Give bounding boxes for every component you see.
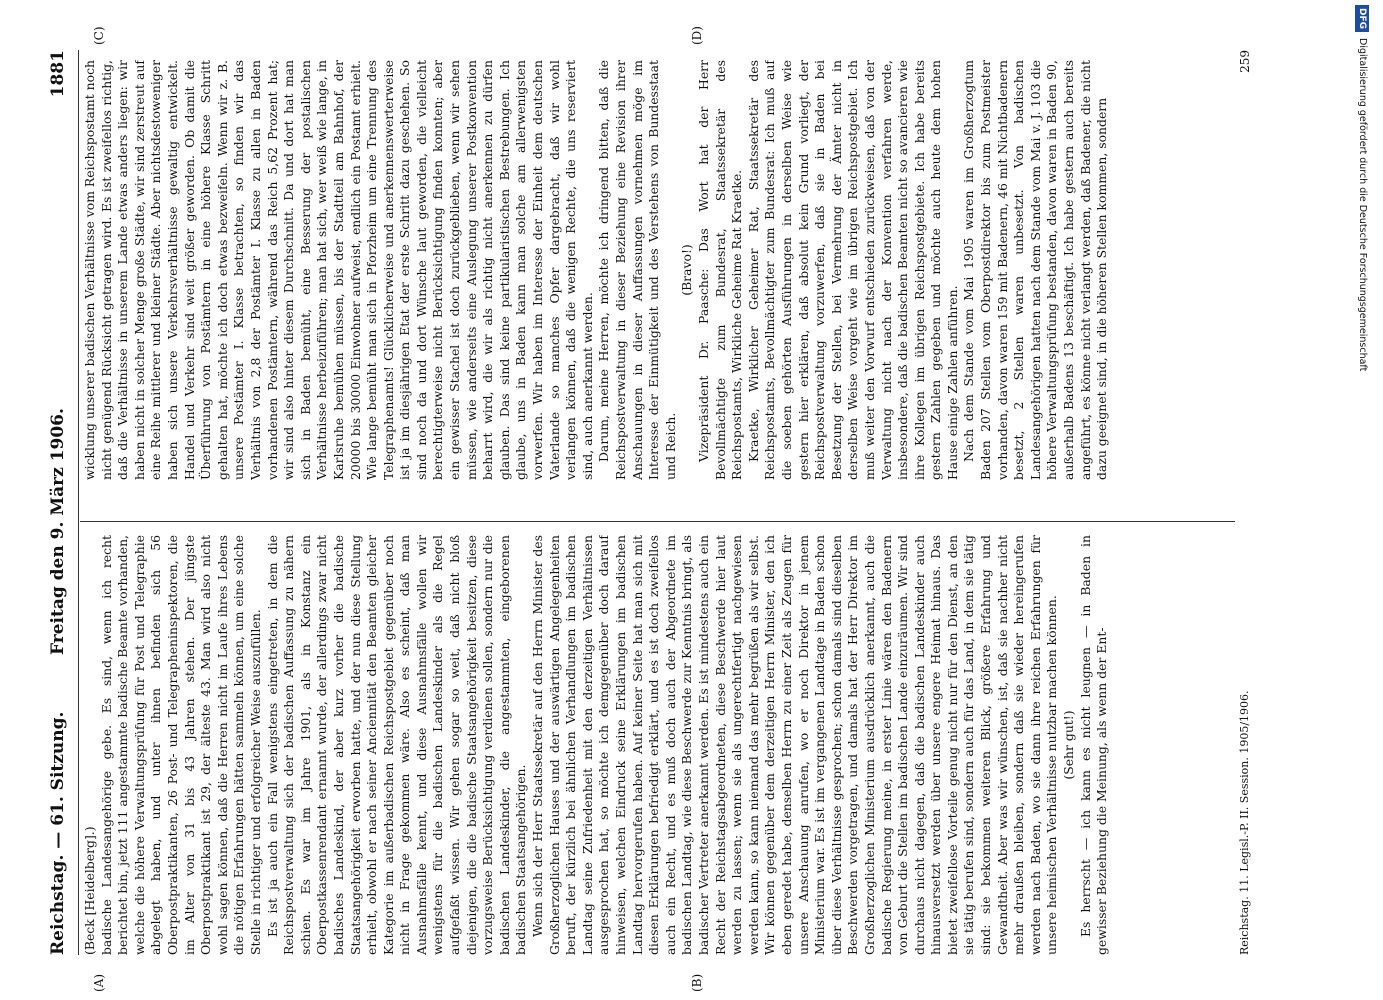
page-header	[48, 50, 76, 955]
paragraph: Kraetke, Wirklicher Geheimer Rat, Staatssekretär des Reichspostamts, Bevollmächtigter zum Bundesrat: Ich muß auf die soeben gehörten Ausführungen in derselben Weise wie gestern hier erklären, daß absolut kein Grund vorliegt, der Reichspostverwaltung vorzuwerfen, daß sie in Baden bei Besetzung der Stellen, bei Vermehrung der Ämter nicht in derselben Weise vorgeht wie im übrigen Reichspostgebiet. Ich muß weiter den Vorwurf entschieden zurückweisen, daß von der Verwaltung nicht nach der Konvention verfahren werde, insbesondere, daß die badischen Beamten nicht so avancieren wie ihre Kollegen im übrigen Reichspostgebiete. Ich habe bereits gestern Zahlen gegeben und möchte auch heute dem hohen Hause einige Zahlen anführen.	[745, 60, 960, 480]
side-note	[1348, 5, 1378, 995]
side-note-text-wrap	[1342, 5, 1372, 995]
header-date: Freitag den 9. März 1906.	[48, 408, 68, 655]
header-page-number: 1881	[48, 50, 68, 98]
paragraph: Es herrscht — ich kann es nicht leugnen — in Baden in gewisser Beziehung die Meinung, als wenn der Ent-	[1077, 535, 1110, 955]
side-note-text: Digitalisierung gefördert durch die Deutsche Forschungsgemeinschaft	[1357, 38, 1368, 372]
header-rule	[78, 50, 79, 955]
interjection: (Sehr gut!)	[1061, 710, 1077, 780]
paragraph: Es ist ja auch ein Fall wenigstens eingetreten, in dem die Reichspostverwaltung sich der badischen Auffassung zu nähern schien. Es war im Jahre 1901, als in Konstanz ein Oberpostkassenrendant ernannt wurde, der allerdings zwar nicht badisches Landeskind, der aber kurz vorher die badische Staatsangehörigkeit erworben hatte, und der nun diese Stellung erhielt, obwohl er nach seiner Anciennität den Beamten gleicher Kategorie im außerbadischen Reichspostgebiet gegenüber noch nicht in Frage gekommen wäre. Also es scheint, daß man Ausnahmsfälle kennt, und diese Ausnahmsfälle wollen wir wenigstens für die badischen Landeskinder als die Regel aufgefaßt wissen. Wir gehen sogar so weit, daß nicht bloß diejenigen, die die badische Staatsangehörigkeit besitzen, diese vorzugsweise Berücksichtigung verdienen sollen, sondern nur die badischen Landeskinder, die angestammten, eingeborenen badischen Staatsangehörigen.	[264, 535, 529, 955]
paragraph: Wenn sich der Herr Staatssekretär auf den Herrn Minister des Großherzoglichen Hauses und der auswärtigen Angelegenheiten beruft, der kürzlich bei ähnlichen Verhandlungen im badischen Landtag seine Zufriedenheit mit den derzeitigen Verhältnissen ausgesprochen hat, so möchte ich demgegenüber doch darauf hinweisen, welchen Eindruck seine Erklärungen im badischen Landtag hervorgerufen haben. Auf keiner Seite hat man sich mit diesen Erklärungen befriedigt erklärt, und es ist doch zweifellos auch ein Recht, und es muß doch auch der Abgeordnete im badischen Landtag, wie diese Beschwerde zur Kenntnis bringt, als badischer Vertreter anerkannt werden. Es ist mindestens auch ein Recht der Reichstagsabgeordneten, diese Beschwerde hier laut werden zu lassen; wenn sie als ungerechtfertigt nachgewiesen werden kann, so kann niemand das mehr begrüßen als wir selbst. Wir können gegenüber dem derzeitigen Herrn Minister, den ich eben geredet habe, denselben Herrn zu einer Zeit als Zeugen für unsere Anschauung anrufen, wo er noch Direktor in jenem Ministerium war. Es ist im vergangenen Landtage in Baden schon über diese Verhältnisse gesprochen; schon damals sind dieselben Beschwerden vorgetragen, und damals hat der Herr Direktor im Großherzoglichen Ministerium ausdrücklich anerkannt, auch die badische Regierung meine, in erster Linie wären den Badenern von Geburt die Stellen im badischen Lande einzuräumen. Wir sind durchaus nicht dagegen, daß die badischen Landeskinder auch hinausversetzt werden über unsere engere Heimat hinaus. Das bietet zweifellose Vorteile genug nicht nur für den Dienst, an den sie tätig berufen sind, sondern auch für das Land, in dem sie tätig sind: sie bekommen weiteren Blick, größere Erfahrung und Gewandtheit. Aber was wir wünschen, ist, daß sie nachher nicht mehr draußen bleiben, sondern daß sie wieder hereingerufen werden nach Baden, wo sie dann ihre reichen Erfahrungen für unsere heimischen Verhältnisse nutzbar machen können.	[530, 535, 1060, 955]
footer-page-number: 259	[1238, 50, 1252, 73]
paragraph: Darum, meine Herren, möchte ich dringend bitten, daß die Reichspostverwaltung in dieser Beziehung eine Revision ihrer Anschauungen in dieser Auffassungen vornehmen möge im Interesse der Einmütigkeit und des Verstehens von Bundesstaat und Reich.	[596, 60, 678, 480]
paragraph: (Beck [Heidelberg].)	[82, 826, 97, 955]
right-column	[82, 60, 1242, 480]
header-session: Reichstag. — 61. Sitzung.	[48, 711, 68, 955]
margin-mark-c: (C)	[92, 26, 106, 45]
paragraph: wicklung unserer badischen Verhältnisse vom Reichspostamt noch nicht genügend Rücksicht getragen wird. Es ist zweifellos richtig, daß die Verhältnisse in unserem Lande etwas anders liegen: wir haben nicht in solcher Menge große Städte, wir sind zerstreut auf eine Reihe mittlerer und kleiner Städte. Aber nichtsdestoweniger haben sich unsere Verkehrsverhältnisse gewaltig entwickelt. Handel und Verkehr sind weit größer geworden. Ob damit die Überführung von Postämtern in eine höhere Klasse Schritt gehalten hat, möchte ich doch etwas bezweifeln. Wenn wir z. B. unsere Postämter I. Klasse betrachten, so finden wir das Verhältnis von 2,8 der Postämter I. Klasse zu allen in Baden vorhandenen Postämtern, während das Reich 5,62 Prozent hat; wir sind also hinter diesem Durchschnitt. Da und dort hat man sich in Baden bemüht, eine Besserung der postalischen Verhältnisse herbeizuführen; man hat sich, wer weiß wie lange, in Karlsruhe bemühen müssen, bis der Stadtteil am Bahnhof, der 20000 bis 30000 Einwohner aufweist, endlich ein Postamt erhielt. Wie lange bemüht man sich in Pforzheim um eine Trennung des Telegraphenamts! Glücklicherweise und anerkennenswerterweise ist ja im diesjährigen Etat der erste Schritt dazu geschehen. So sind noch da und dort Wünsche laut geworden, die vielleicht berechtigterweise nicht Berücksichtigung finden konnten; aber ein gewisser Stachel ist doch zurückgeblieben, wenn wir sehen müssen, wie anderseits eine Auslegung unserer Postkonvention beharrt wird, die wir als richtig nicht anerkennen zu dürfen glauben. Das sind keine partikularistischen Bestrebungen. Ich glaube, uns in Baden kann man solche am allerwenigsten vorwerfen. Wir haben im Interesse der Einheit dem deutschen Vaterlande so manches Opfer dargebracht, daß wir wohl verlangen können, daß die wenigen Rechte, die uns reserviert sind, auch anerkannt werden.	[82, 60, 595, 480]
interjection: (Bravo!)	[679, 244, 695, 296]
paragraph: badische Landesangehörige gebe. Es sind, wenn ich recht berichtet bin, jetzt 111 angestammte badische Beamte vorhanden, welche die höhere Verwaltungsprüfung für Post und Telegraphie abgelegt haben, und unter ihnen befinden sich 56 Oberpostpraktikanten, 26 Post- und Telegrapheninspektoren, die im Alter von 31 bis 43 Jahren stehen. Der jüngste Oberpostpraktikant ist 29, der älteste 43. Man wird also nicht wohl sagen können, daß die Herren nicht im Laufe ihres Lebens die nötigen Erfahrungen hätten sammeln können, um eine solche Stelle in richtiger und erfolgreicher Weise auszufüllen.	[98, 535, 263, 955]
dfg-logo-icon: DFG	[1355, 5, 1369, 32]
margin-mark-b: (B)	[690, 973, 704, 992]
left-column	[82, 535, 1242, 955]
paragraph: Nach dem Stande vom Mai 1905 waren im Großherzogtum Baden 207 Stellen vom Oberpostdirektor bis zum Postmeister vorhanden, davon waren 159 mit Badenern, 46 mit Nichtbadenern besetzt, 2 Stellen waren unbesetzt. Von badischen Landesangehörigen hatten nach dem Stande vom Mai v. J. 103 die höhere Verwaltungsprüfung bestanden, davon waren in Baden 90, außerhalb Badens 13 beschäftigt. Ich habe gestern auch bereits angeführt, es könne nicht verlangt werden, daß Badener, die nicht dazu geeignet sind, in die höheren Stellen kommen, sondern	[961, 60, 1110, 480]
margin-mark-d: (D)	[690, 26, 704, 45]
margin-mark-a: (A)	[92, 973, 106, 992]
paragraph: Vizepräsident Dr. Paasche: Das Wort hat der Herr Bevollmächtigte zum Bundesrat, Staatssekretär des Reichspostamts, Wirkliche Geheime Rat Kraetke.	[695, 60, 745, 480]
page-footer: Reichstag. 11. Legisl.-P. II. Session. 1905/1906.	[1238, 690, 1251, 955]
column-divider	[80, 521, 1235, 522]
